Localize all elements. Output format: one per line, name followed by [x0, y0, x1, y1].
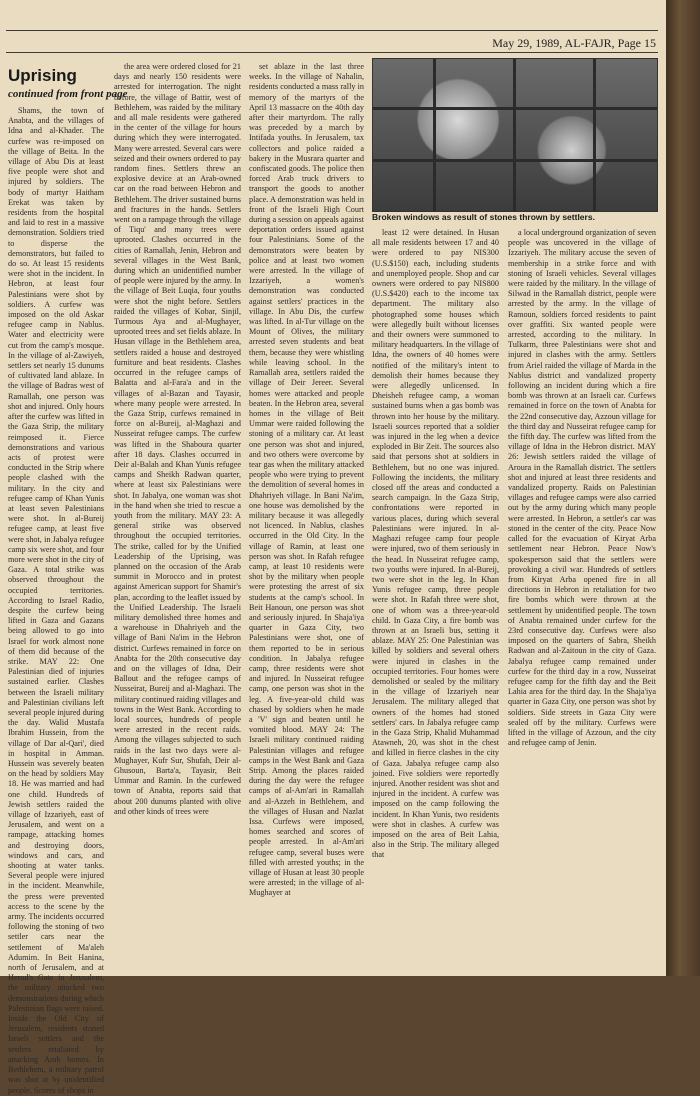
window-frame: [433, 59, 436, 211]
window-frame: [593, 59, 596, 211]
article-subtitle: continued from front page: [8, 88, 128, 100]
text-column-2: [114, 62, 241, 968]
column-3-text: set ablaze in the last three weeks. In the village of Nahalin, residents conducted a mass rally in memory of the martyrs of the April 13 massacre on the 40th day after their martyrdom. The rally was preceded by a march by Intifada youths. In Jerusalem, tax collectors and police raided a bakery in the Musrara quarter and confiscated goods. The police then forced Arab truck drivers to transport the goods to another place. A demonstration was held in front of the Israeli High Court during a session on appeals against deportation orders issued against four Palestinians. Some of the demonstrators were beaten by police and at least two women were arrested. In the village of Izzariyeh, a women's demonstration was conducted against settlers' practices in the village. In Abu Dis, the curfew was lifted. In al-Tur village on the Mount of Olives, the military arrested seven students and beat them, because they were whistling while leaving school. In the Ramallah area, settlers raided the village of Deir Jereer. Several homes were attacked and people beaten. In the Hebron area, several homes in the village of Beit Ummar were raided following the stoning of a military car. At least one person was shot and injured, and two others were overcome by tear gas when the military attacked people who were trying to prevent the demolition of several homes in Dhahriyeh village. In Bani Na'im, one house was demolished by the military because it was allegedly not licenced. In Nablus, clashes occurred in the Old City. In the village of Ramin, at least one person was shot. In Rafah refugee camp, at least 10 residents were shot by the military when people were protesting the arrest of six students at the camp's school. In Beit Hanoun, one person was shot and seriously injured. In Shaja'iya quarter in Gaza City, two Palestinians were shot, one of them reported to be in serious condition. In Jabalya refugee camp, three residents were shot and injured. In Nusseirat refugee camp, one person was shot in the leg. A five-year-old child was chased by soldiers when he made a 'V' sign and beaten until he vomited blood. MAY 24: The Israeli military continued raiding Palestinian villages and refugee camps in the West Bank and Gaza Strip. Among the places raided during the day were the refugee camps of al-Am'ari in Ramallah and al-Azzeh in Bethlehem, and the villages of Husan and Nazlat Issa. Curfews were imposed, homes searched and scores of people arrested. In al-Am'ari refugee camp, several buses were filled with arrested youths; in the village of Husan at least 30 people were arrested; in the village of al-Mughayer at: [249, 62, 364, 898]
article-title: Uprising: [8, 66, 77, 85]
text-column-4: [372, 228, 499, 968]
column-4-text: least 12 were detained. In Husan all male residents between 17 and 40 were ordered to pay NIS300 (U.S.$150) each, including students and unemployed people. Shop and car owners were ordered to pay NIS800 (U.S.$420) each to the income tax department. The military also photographed some houses which were allegedly built without licenses and their owners were summoned to military headquarters. In the village of Idna, the owners of 40 homes were notified of the military's intent to demolish their homes because they were allegedly unlicensed. In Dheisheh refugee camp, a woman sustained burns when a gas bomb was thrown into her house by the military. Israeli sources reported that a soldier was injured in the leg when a device exploded in Bir Zeit. The sources also said that persons shot at soldiers in Bethlehem, but no one was injured. Following the incidents, the military closed off the areas and conducted a search campaign. In the Gaza Strip, confrontations were reported in various places, during which several Palestinians were injured. In al-Maghazi refugee camp four people were injured, two of them seriously in the head. In Nusseirat refugee camp, two youths were injured. In al-Bureij, two were shot in the leg. In Khan Yunis refugee camp, three people were shot. In Rafah three were shot, one of whom was a three-year-old child. In Gaza City, a fire bomb was thrown at an Israeli bus, setting it ablaze. MAY 25: One Palestinian was killed by soldiers and several others were injured in clashes in the occupied territories. Four homes were demolished or sealed by the military in the village of Izzariyeh near Jerusalem. The military alleged that owners of the homes had stoned settlers' cars. In Jabalya refugee camp in the Gaza Strip, Khalid Muhammad Atawneh, 20, was shot in the chest and killed in fierce clashes in the city of Gaza. Jabalya refugee camp also joined. Five soldiers were reportedly injured. Another resident was shot and injured in the incident. A curfew was imposed on the camp following the incident. In Khan Yunis, two residents were shot in clashes. A curfew was imposed on the area of Beit Lahia, also in the Strip. The military alleged that: [372, 228, 499, 860]
book-binding: [666, 0, 700, 976]
header-rule-bottom: [6, 52, 658, 53]
window-frame: [373, 107, 657, 110]
page-header-date: May 29, 1989, AL-FAJR, Page 15: [492, 36, 656, 50]
column-2-text: the area were ordered closed for 21 days and nearly 150 residents were arrested for interrogation. The night before, the village of Battir, west of Bethlehem, was raided by the military and all male residents were gathered in the center of the village for hours during which they were interrogated. Many were arrested. Several cars were seized and their owners ordered to pay random fines. Settlers threw an explosive device at an Arab-owned car on the road between Hebron and Bethlehem. The driver sustained burns and fractures in the hands. Settlers went on a rampage through the village of Tiqu' and many trees were uprooted. Clashes occurred in the cities of Ramallah, Jenin, Hebron and several villages in the West Bank, during which an unidentified number of people were injured by the army. In the village of Beit Luqia, four youths were shot the night before. Settlers raided the villages of Kobar, Sinjil, Turmous Aya and al-Mughayer, uprooted trees and set fields ablaze. In Husan village in the Bethlehem area, settlers raided a house and destroyed furniture and beat residents. Clashes occurred in the refugee camps of Balatta and al-Fara'a and in the villages of al-Bazan and Tayasir, where many people were arrested. In the Gaza Strip, curfews remained in force on al-Bureij, al-Maghazi and Nusseirat refugee camps. The curfew was lifted in the Shaboura quarter after 18 days. Clashes occurred in Deir al-Balah and Khan Yunis refugee camps and Sheikh Radwan quarter, where at least six Palestinians were shot. In Jabalya, one woman was shot in the hand when she tried to rescue a youth from the military. MAY 23: A general strike was observed throughout the occupied territories. The strike, called for by the Unified Leadership of the Uprising, was planned on the occasion of the Arab summit in Morocco and in protest against American support for Shamir's plan, according to the leaflet issued by the Unified Leadership. The Israeli military demolished three homes and a warehouse in Dhahriyeh and the village of Bani Na'im in the Hebron district. Curfews remained in force on Anabta for the 20th consecutive day and on the villages of Idna, Deir Ballout and the refugee camps of Nusseirat, Bureij and al-Maghazi. The military continued raiding villages and towns in the West Bank. According to local sources, hundreds of people were arrested in the recent raids. Among the villages subjected to such raids in the last two days were al-Mughayer, Kufr Sur, Shufah, Deir al-Ghusoun, Barta'a, Tayasir, Beit Ummar and Ramin. In the curfewed town of Anabta, reports said that about 200 dunums planted with olive and other kinds of trees were: [114, 62, 241, 816]
column-1-text: Shams, the town of Anabta, and the villages of Idna and al-Khader. The curfew was re-imposed on the village of Beita. In the village of Abu Dis at least five people were shot and injured by soldiers. The body of martyr Haitham Erekat was taken by residents from the hospital and laid to rest in a massive demonstration. Soldiers tried to disperse the demonstrators, but failed to do so. At least 15 residents were shot in the incident. In Hebron, at least four Palestinians were shot by soldiers. A curfew was imposed on the old Askar refugee camp in Nablus. Water and electricity were cut from the camp's mosque. In the village of al-Zawiyeh, settlers set nearly 15 dunums of cultivated land ablaze. In the village of Badras west of Ramallah, one person was shot and injured. Only hours after the curfew was lifted in the Gaza Strip, the military reimposed it. Fierce demonstrations and various acts of protest were conducted in the Strip where people clashed with the military. In the city and refugee camp of Khan Yunis at least seven Palestinians were shot. In al-Bureij refugee camp, at least five were shot, in Jabalya refugee camp six were shot, and four more were shot in the city of Gaza. A total strike was observed throughout the occupied territories. According to Israel Radio, despite the curfew being lifted in Gaza and Gazans being allowed to go into Israel for work almost none of them did because of the strike. MAY 22: One Palestinian died of injuries sustained earlier. Clashes between the Israeli military and Palestinian civilians left several people injured during the day. Walid Mustafa Ibrahim Hussein, from the village of Dar al-Qari', died in hospital in Amman. Hussein was severely beaten on the head by soldiers May 18. He was married and had one child. Hundreds of Jewish settlers raided the village of Izzariyeh, east of Jerusalem, and went on a rampage, attacking homes and destroying doors, windows and cars, and shooting at water tanks. Several people were injured in the incident. Meanwhile, the press were prevented access to the scene by the army. The incidents occurred following the stoning of two settler cars near the settlement of Ma'aleh Adumim. In Beit Hanina, north of Jerusalem, and at Herod's Gate in Jerusalem, the military attacked two demonstrations during which Palestinian flags were raised. Inside the Old City of Jerusalem, residents stoned Israeli settlers and the settlers retaliated by attacking Arab homes. In Bethlehem, a military patrol was shot at by unidentified people. Scores of shops in: [8, 106, 104, 1095]
text-column-3: [249, 62, 364, 968]
header-rule: [6, 30, 658, 31]
text-column-5: [508, 228, 656, 968]
broken-windows-photo: [372, 58, 658, 212]
photo-caption: Broken windows as result of stones thrown by settlers.: [372, 212, 595, 222]
window-frame: [513, 59, 516, 211]
column-5-text: a local underground organization of seven people was uncovered in the village of Izzariyeh. The military accuse the seven of membership in a strike force and with stoning of Israeli vehicles. Several villages were raided by the military. In the village of Silwad in the Ramallah district, people were arrested by the army. In the village of Ramoun, soldiers forced residents to paint over graffiti. Six wanted people were arrested, according to the military. In Tulkarm, three Palestinians were shot and injured in clashes with the army. Settlers from Ariel raided the village of Marda in the Nablus district and vandalized property following an incident during which a fire bomb was thrown at an Israeli car. Curfews remained in force on the town of Anabta for the 22nd consecutive day, Azzoun village for the third day and Nusseirat refugee camp for the fifth day. The curfew was lifted from the village of Idna in the Hebron district. MAY 26: Jewish settlers raided the village of Aroura in the Ramallah district. The settlers shot and injured at least three residents and vandalized property. Raids on Palestinian villages and refugee camps were also carried out by the army during which many people were arrested. In Hebron, a settler's car was stoned in the center of the city. Peace Now called for the evacuation of Kiryat Arba settlement near Hebron. Peace Now's spokesperson said that the settlers were provoking a civil war. Hundreds of settlers from Kiryat Arba opened fire in all directions in Hebron in retaliation for two fire bombs which were thrown at the settlement by unidentified people. The town of Anabta remained under curfew for the 23rd consecutive day. Curfews were also imposed on the quarters of Sabra, Sheikh Radwan and al-Zaitoun in the city of Gaza. Jabalya refugee camp remained under curfew for the third day in a row, Nusseirat refugee camp for the fifth day and the Beit Lahia area for the third day. In the Shaja'iya quarter in Gaza City, one person was shot by soldiers. Side streets in Gaza City were sealed off by the military. Curfews were lifted in the village of Azzoun, and the city and refugee camp of Jenin.: [508, 228, 656, 748]
text-column-1: [8, 106, 104, 1095]
window-frame: [373, 159, 657, 162]
